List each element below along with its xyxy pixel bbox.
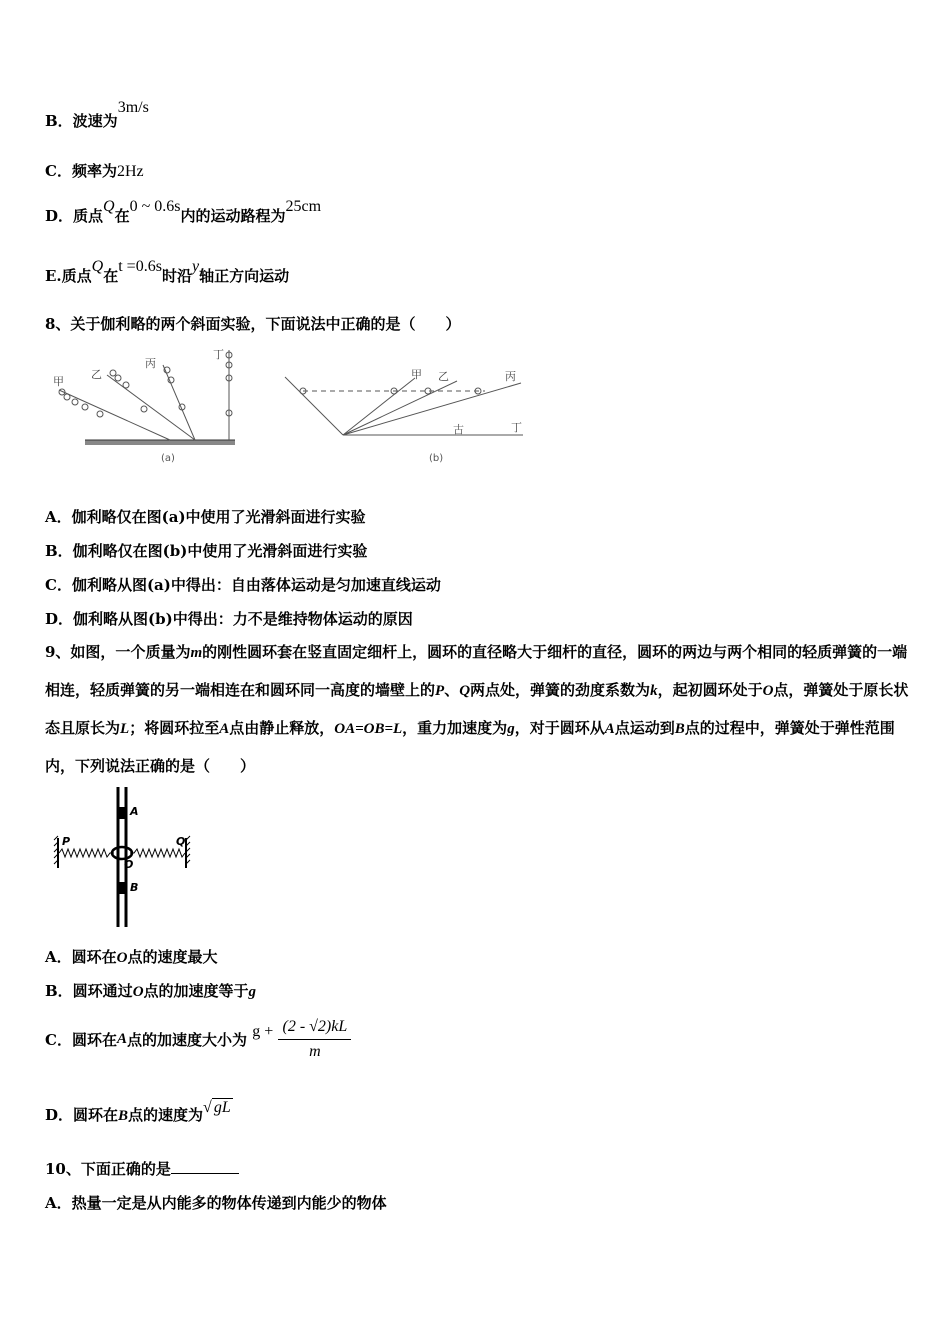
q7-option-b [45, 99, 149, 131]
q7-option-d-text: 内的运动路程为 [180, 207, 286, 225]
q9-option-c: C．圆环在A点的加速度大小为 g + $\frac{(2 - √2)kL}{m}$ [45, 1018, 351, 1061]
q7-option-d [45, 198, 322, 226]
q7-option-c [45, 160, 144, 181]
q8-a-label-ding: 丁 [213, 348, 224, 361]
q9-formula-denominator: m [309, 1043, 321, 1060]
q9-formula-fraction [278, 1018, 351, 1061]
q7-option-e [45, 258, 290, 286]
q7-option-b-label: B．波速为 [45, 112, 118, 130]
q9-formula-numerator: (2 - √2)kL [278, 1018, 351, 1040]
q8-stem: 8、关于伽利略的两个斜面实验，下面说法中正确的是（ ） [45, 315, 461, 333]
q7-option-d-symbol: Q [103, 198, 115, 215]
q8-figure-b [285, 368, 523, 464]
q10-answer-blank [171, 1159, 239, 1174]
q8-b-label-jia: 甲 [411, 368, 422, 381]
q7-option-e-mid: 在 [103, 267, 119, 285]
q9-option-b: B．圆环通过O点的加速度等于g [45, 982, 257, 1000]
q8-figure-a [53, 348, 235, 464]
q7-option-e-time: t =0.6s [118, 258, 162, 275]
q9-label-q: Q [176, 835, 186, 848]
q8-option-d: D．伽利略从图(b)中得出：力不是维持物体运动的原因 [45, 610, 413, 628]
q8-a-caption: (a) [161, 453, 175, 464]
q9-option-a: A．圆环在O点的速度最大 [45, 948, 218, 966]
q7-option-e-label: E.质点 [45, 267, 92, 285]
q8-option-c: C．伽利略从图(a)中得出：自由落体运动是匀加速直线运动 [45, 576, 441, 594]
q8-option-b: B．伽利略仅在图(b)中使用了光滑斜面进行实验 [45, 542, 368, 560]
q10-option-a: A．热量一定是从内能多的物体传递到内能少的物体 [45, 1194, 387, 1212]
q8-a-label-yi: 乙 [91, 368, 102, 381]
q7-option-d-value: 25cm [285, 198, 322, 215]
q7-option-c-label: C．频率为 [45, 162, 117, 180]
q7-option-e-text: 时沿 [161, 267, 192, 285]
q9-label-p: P [62, 835, 71, 848]
q9-label-o: O [124, 858, 134, 871]
q9-option-d: D．圆环在B点的速度为√ gL [45, 1099, 231, 1124]
q8-a-label-jia: 甲 [53, 375, 64, 388]
q8-b-caption: (b) [429, 453, 444, 464]
q9-label-b: B [130, 881, 139, 894]
q8-b-label-bing: 丙 [505, 370, 516, 383]
q10-stem: 10、下面正确的是 [45, 1158, 239, 1179]
q9-stem: 9、如图，一个质量为m的刚性圆环套在竖直固定细杆上，圆环的直径略大于细杆的直径，圆环的两边与两个相同的轻质弹簧的一端相连，轻质弹簧的另一端相连在和圆环同一高度的墙壁上的P、Q两点处，弹簧的劲度系数为k，起初圆环处于O点，弹簧处于原长状态且原长为L；将圆环拉至A点由静止释放，OA=OB=L，重力加速度为g，对于圆环从A点运动到B点的过程中，弹簧处于弹性范围内，下列说法正确的是（ ） [45, 643, 909, 775]
q8-b-label-ding: 丁 [511, 421, 522, 434]
q8-a-label-bing: 丙 [145, 357, 156, 370]
q7-option-e-axis: y [191, 258, 200, 275]
q7-option-d-label: D．质点 [45, 207, 104, 225]
q9-label-a: A [130, 805, 139, 818]
q8-figure [45, 345, 545, 470]
q7-option-e-symbol: Q [91, 258, 104, 275]
q7-option-d-range: 0 ~ 0.6s [129, 198, 181, 215]
q9-formula-lead: g + [252, 1022, 274, 1040]
q8-b-marker: 古 [453, 423, 464, 436]
q8-option-a: A．伽利略仅在图(a)中使用了光滑斜面进行实验 [45, 508, 366, 526]
q9-figure [50, 785, 200, 930]
q7-option-b-value: 3m/s [117, 99, 149, 116]
q9-formula-sqrt: gL [213, 1099, 231, 1116]
q7-option-e-tail: 轴正方向运动 [199, 267, 290, 285]
q7-option-d-mid: 在 [114, 207, 130, 225]
q7-option-c-value: 2Hz [116, 163, 144, 180]
q8-b-label-yi: 乙 [438, 370, 449, 383]
